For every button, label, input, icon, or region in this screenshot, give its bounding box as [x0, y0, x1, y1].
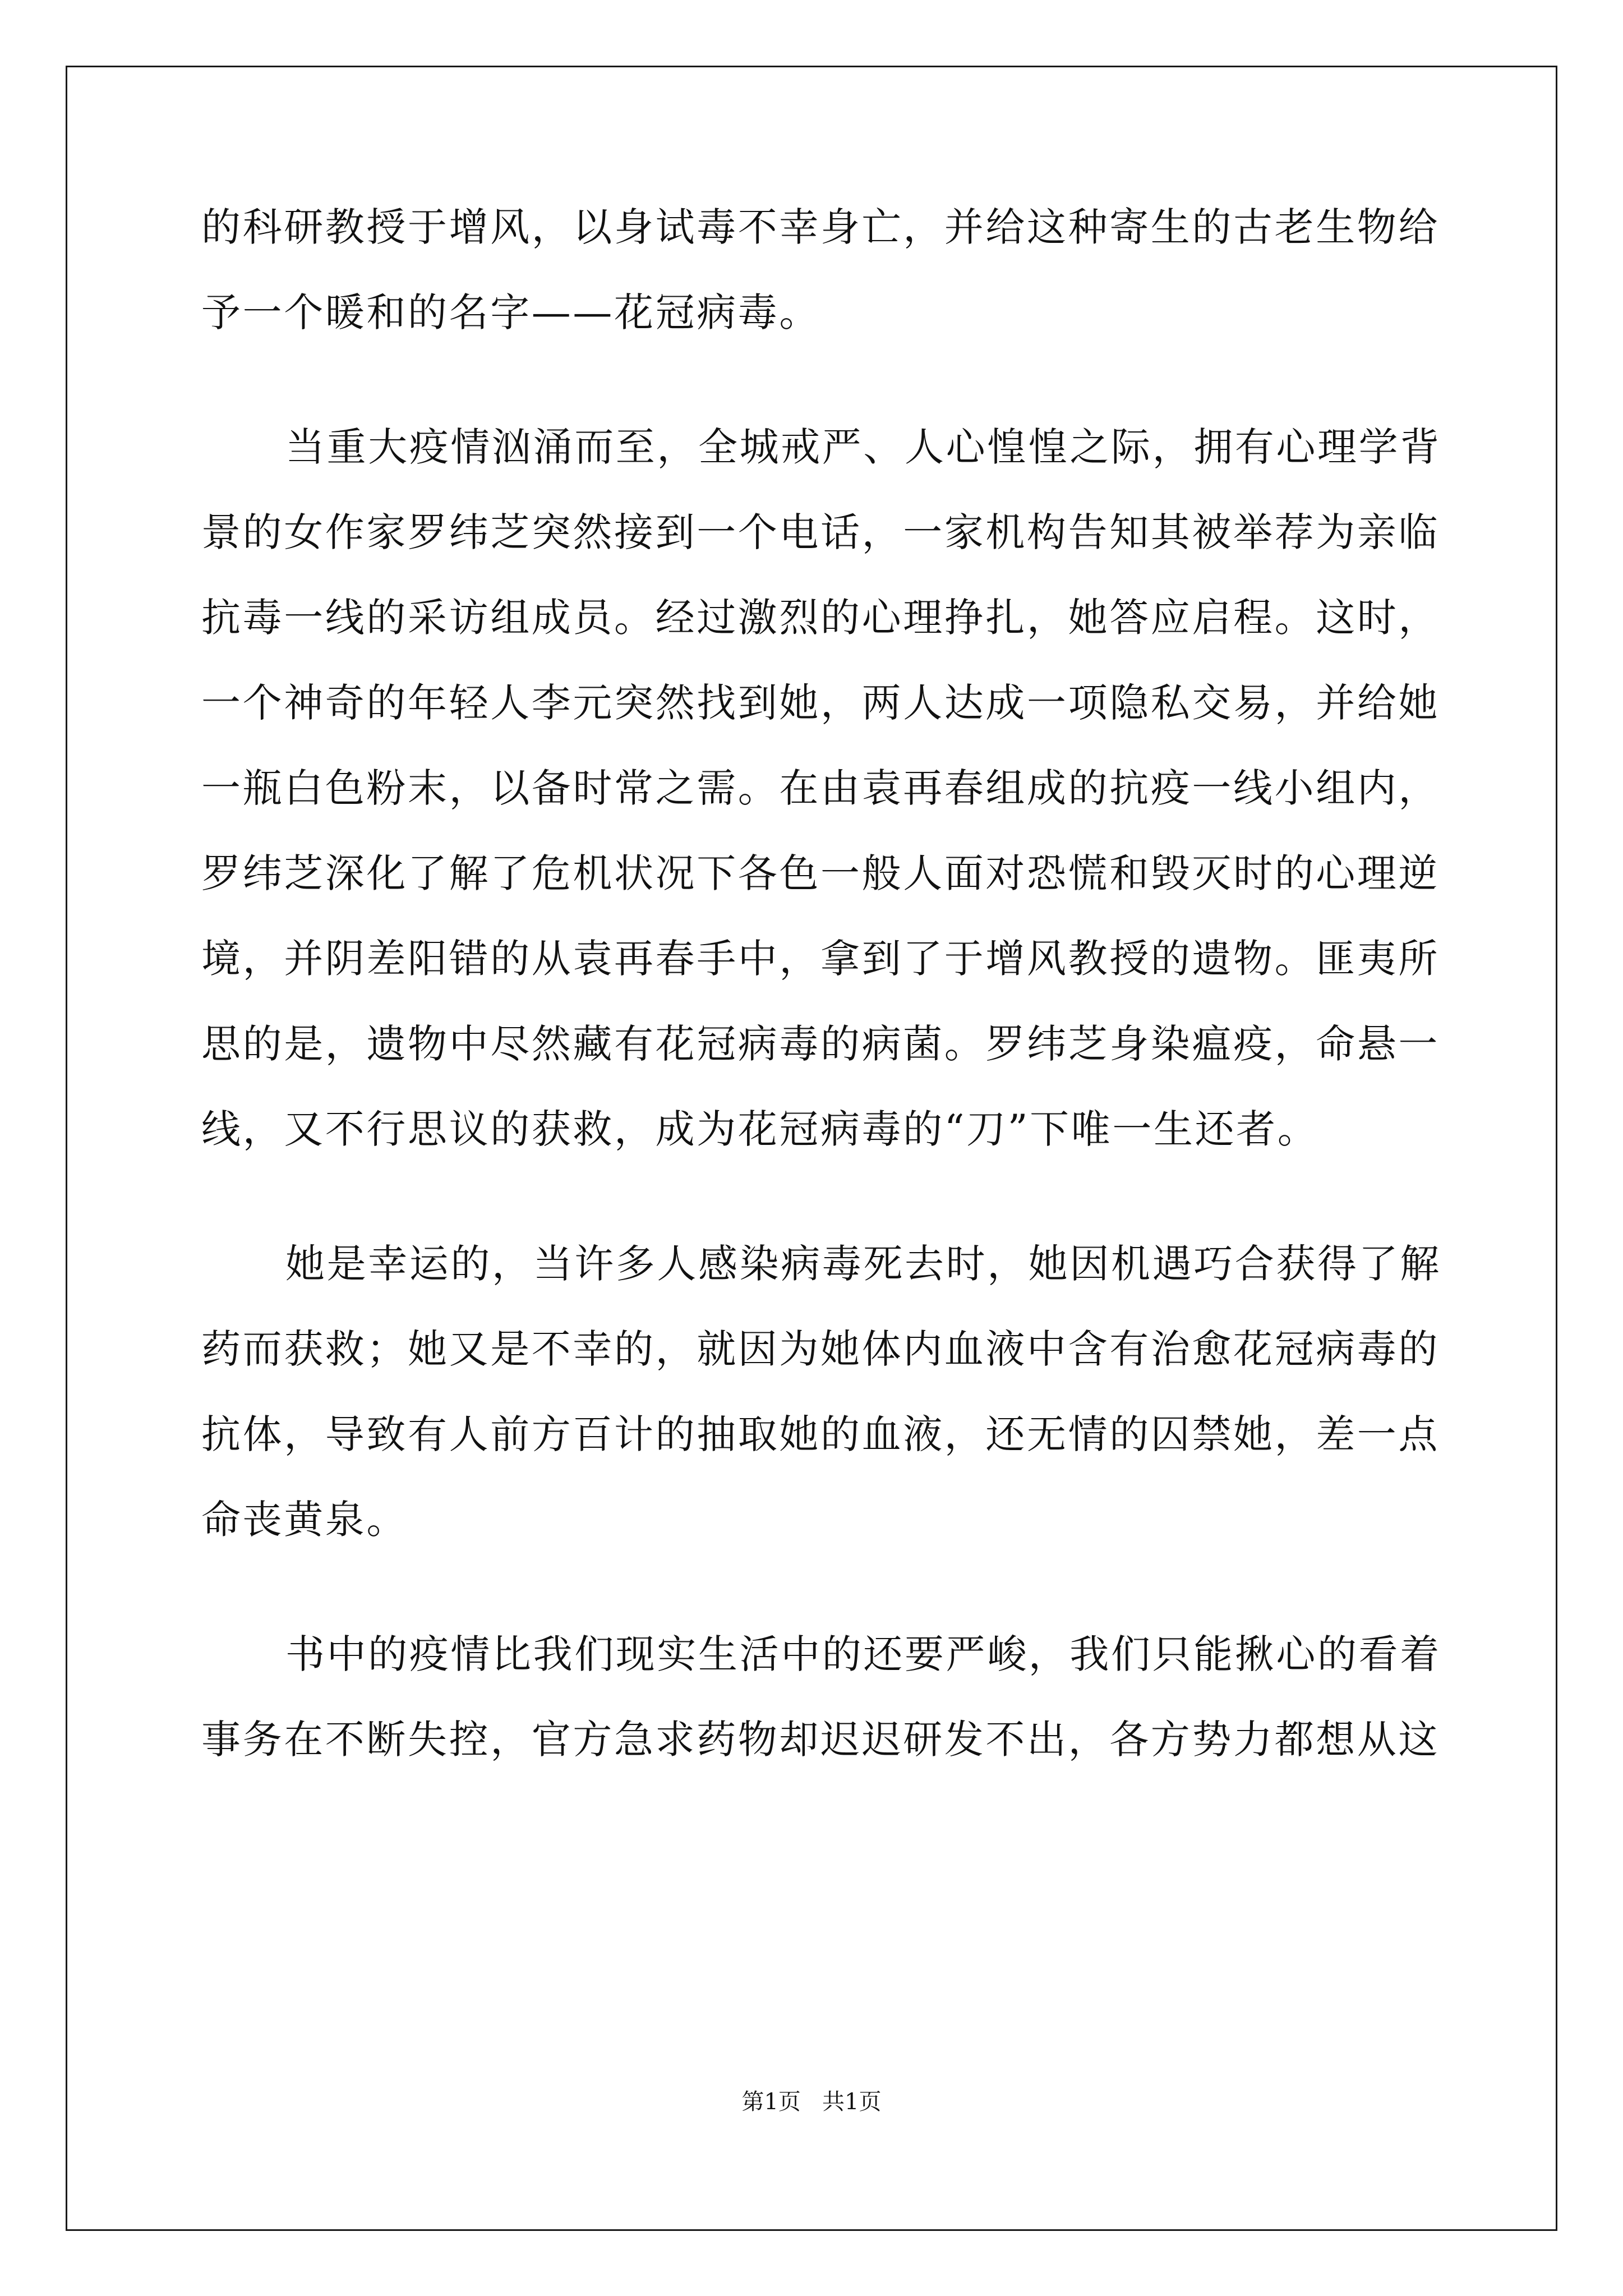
text-line: 一瓶白色粉末，以备时常之需。在由袁再春组成的抗疫一线小组内， — [201, 765, 1440, 811]
page-number-footer: 第1页 共1页 — [741, 2089, 882, 2115]
text-line: 药而获救；她又是不幸的，就因为她体内血液中含有治愈花冠病毒的 — [201, 1326, 1440, 1372]
text-line: 罗纬芝深化了解了危机状况下各色一般人面对恐慌和毁灭时的心理逆 — [201, 850, 1440, 896]
text-line: 命丧黄泉。 — [201, 1497, 408, 1543]
paragraph-first-line: 当重大疫情汹涌而至，全城戒严、人心惶惶之际，拥有心理学背 — [285, 424, 1441, 470]
text-line: 予一个暖和的名字——花冠病毒。 — [201, 289, 820, 335]
text-line: 线，又不行思议的获救，成为花冠病毒的“刀”下唯一生还者。 — [201, 1106, 1319, 1152]
text-line: 境，并阴差阳错的从袁再春手中，拿到了于增风教授的遗物。匪夷所 — [201, 936, 1440, 982]
text-line: 抗体，导致有人前方百计的抽取她的血液，还无情的囚禁她，差一点 — [201, 1411, 1440, 1457]
paragraph-first-line: 书中的疫情比我们现实生活中的还要严峻，我们只能揪心的看着 — [285, 1631, 1441, 1677]
paragraph-first-line: 她是幸运的，当许多人感染病毒死去时，她因机遇巧合获得了解 — [285, 1241, 1441, 1287]
text-line: 思的是，遗物中尽然藏有花冠病毒的病菌。罗纬芝身染瘟疫，命悬一 — [201, 1021, 1440, 1067]
text-line: 的科研教授于增风，以身试毒不幸身亡，并给这种寄生的古老生物给 — [201, 204, 1440, 250]
text-line: 抗毒一线的采访组成员。经过激烈的心理挣扎，她答应启程。这时， — [201, 595, 1440, 641]
text-line: 景的女作家罗纬芝突然接到一个电话，一家机构告知其被举荐为亲临 — [201, 509, 1440, 555]
text-line: 一个神奇的年轻人李元突然找到她，两人达成一项隐私交易，并给她 — [201, 680, 1440, 726]
text-line: 事务在不断失控，官方急求药物却迟迟研发不出，各方势力都想从这 — [201, 1717, 1440, 1763]
